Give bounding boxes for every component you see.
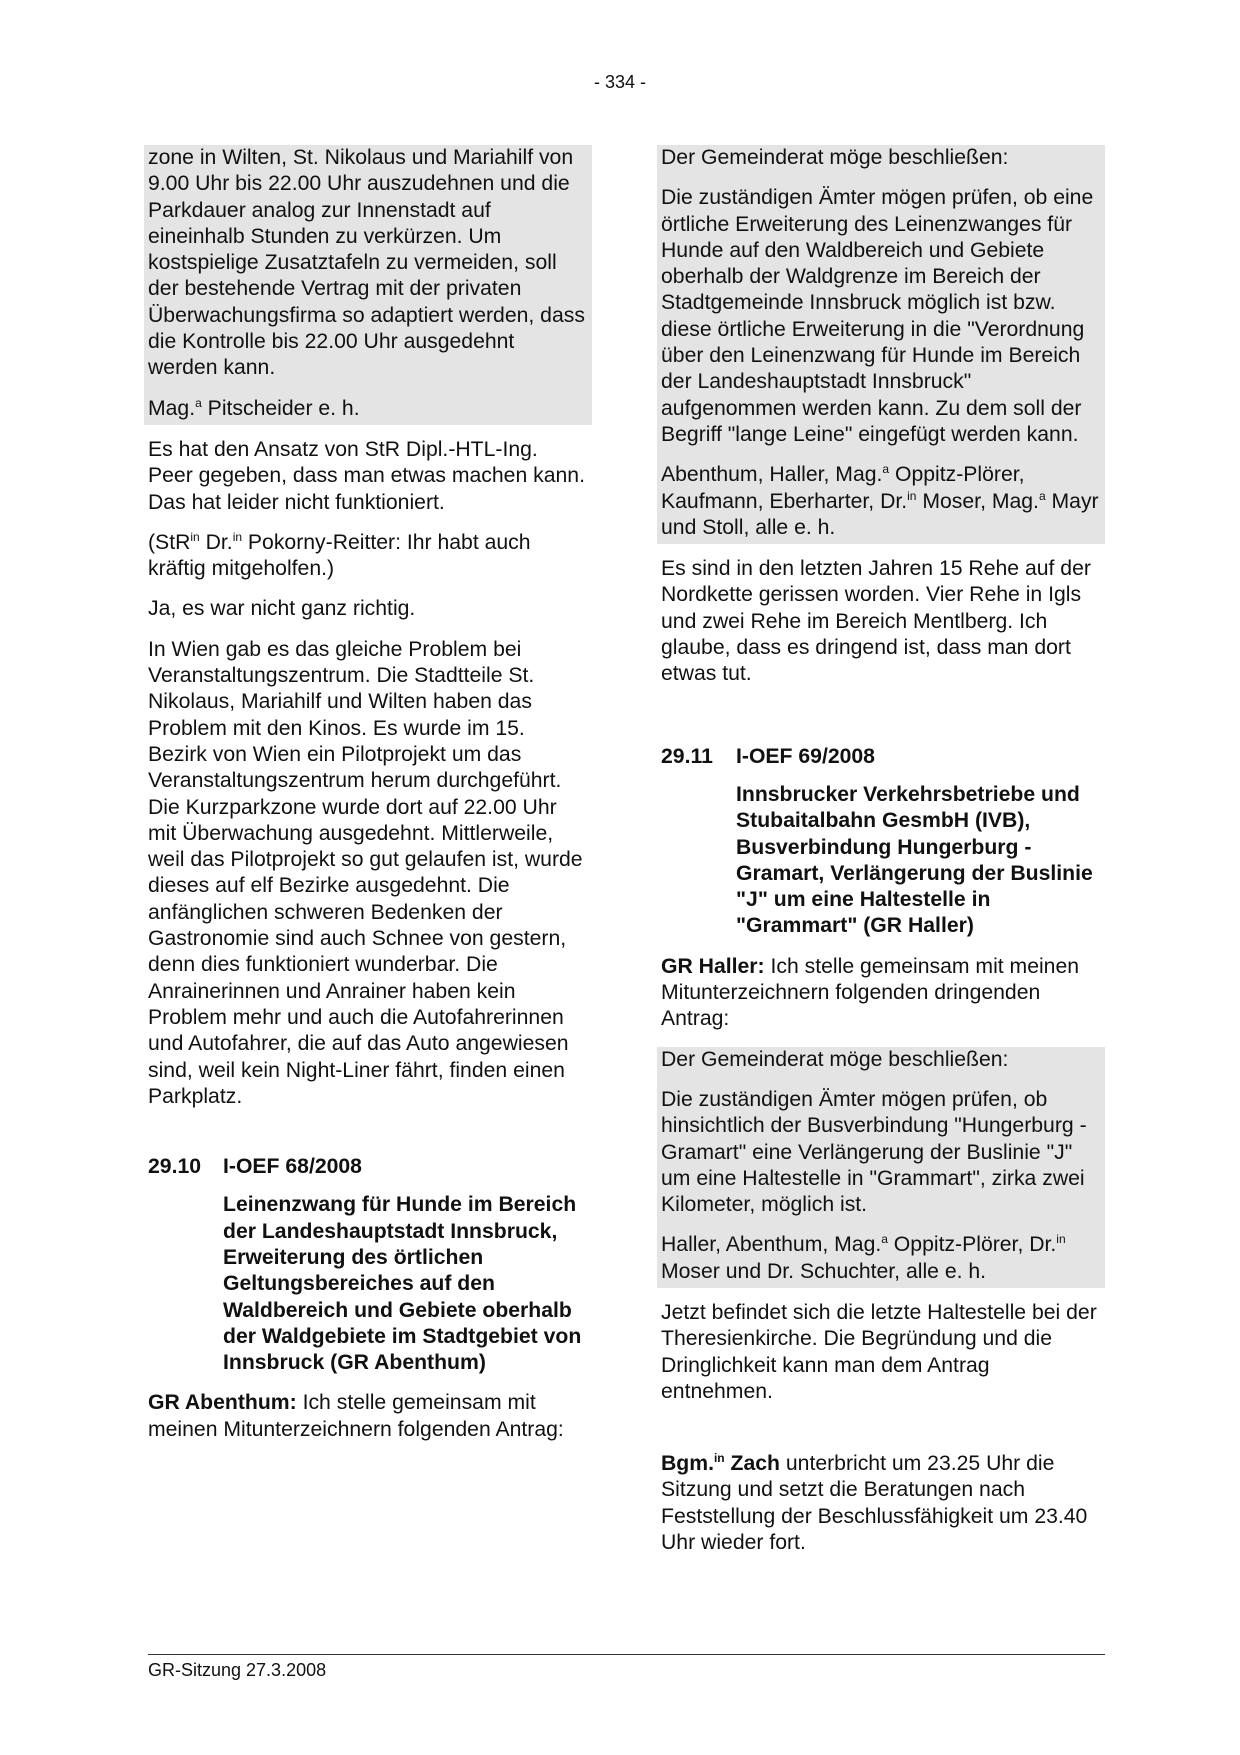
motion-intro: Der Gemeinderat möge beschließen: (661, 1047, 1009, 1071)
page-footer: GR-Sitzung 27.3.2008 (148, 1660, 327, 1680)
motion-box (657, 1047, 1105, 1288)
motion-signature: Haller, Abenthum, Mag.$^a$ Oppitz-Plörer, Dr.$^{in}$ Moser und Dr. Schuchter, alle e. h. (661, 1232, 1066, 1283)
page-number: - 334 - (593, 72, 647, 92)
motion-text: Die zuständigen Ämter mögen prüfen, ob eine örtliche Erweiterung des Leinenzwanges für Hunde auf den Waldbereich und Gebiete oberhalb der Waldgrenze im Bereich der Stadtgemeinde Innsbruck möglich ist bzw. diese örtliche Erweiterung in die "Verordnung über den Leinenzwang für Hunde im Bereich der Landeshauptstadt Innsbruck" aufgenommen werden kann. Zu dem soll der Begriff "lange Leine" eingefügt werden kann. (661, 186, 1094, 446)
section-subject: Leinenzwang für Hunde im Bereich der Landeshauptstadt Innsbruck, Erweiterung des örtlichen Geltungsbereiches auf den Waldbereich und Gebiete oberhalb der Waldgebiete im Stadtgebiet von Innsbruck (GR Abenthum) (223, 1193, 582, 1375)
section-subject: Innsbrucker Verkehrsbetriebe und Stubaitalbahn GesmbH (IVB), Busverbindung Hungerburg - Gramart, Verlängerung der Buslinie "J" um eine Haltestelle in "Grammart" (GR Haller) (736, 782, 1093, 938)
paragraph: Ja, es war nicht ganz richtig. (148, 597, 416, 621)
paragraph: Jetzt befindet sich die letzte Haltestelle bei der Theresienkirche. Die Begründung und die Dringlichkeit kann man dem Antrag entnehmen. (661, 1300, 1097, 1403)
section-heading-29-11: 29.11 I-OEF 69/2008 (661, 744, 875, 768)
paragraph: In Wien gab es das gleiche Problem bei Veranstaltungszentrum. Die Stadtteile St. Nikolaus, Mariahilf und Wilten haben das Problem mit den Kinos. Es wurde im 15. Bezirk von Wien ein Pilotprojekt um das Veranstaltungszentrum herum durchgeführt. Die Kurzparkzone wurde dort auf 22.00 Uhr mit Überwachung ausgedehnt. Mittlerweile, weil das Pilotprojekt so gut gelaufen ist, wurde dieses auf elf Bezirke ausgedehnt. Die anfänglichen schweren Bedenken der Gastronomie sind auch Schnee von gestern, denn dies funktioniert wunderbar. Die Anrainerinnen und Anrainer haben kein Problem mehr und auch die Autofahrerinnen und Autofahrer, die auf das Auto angewiesen sind, weil kein Night-Liner fährt, finden einen Parkplatz. (148, 637, 583, 1108)
speaker-paragraph: GR Abenthum: Ich stelle gemeinsam mit meinen Mitunterzeichnern folgenden Antrag: (148, 1391, 564, 1441)
section-heading-29-10: 29.10 I-OEF 68/2008 (148, 1155, 362, 1179)
left-column (148, 145, 588, 1457)
motion-intro: Der Gemeinderat möge beschließen: (661, 146, 1009, 169)
motion-box (657, 145, 1105, 544)
motion-text: zone in Wilten, St. Nikolaus und Mariahilf von 9.00 Uhr bis 22.00 Uhr auszudehnen und die Parkdauer analog zur Innenstadt auf eineinhalb Stunden zu verkürzen. Um kostspielige Zusatztafeln zu vermeiden, soll der bestehende Vertrag mit der privaten Überwachungsfirma so adaptiert werden, dass die Kontrolle bis 22.00 Uhr ausgedehnt werden kann. (148, 146, 585, 380)
motion-box-continued (144, 145, 592, 425)
footer-divider (148, 1654, 1105, 1655)
motion-signature: Mag.$^a$ Pitscheider e. h. (148, 395, 360, 420)
interjection: (StR$^{in}$ Dr.$^{in}$ Pokorny-Reitter: Ihr habt auch kräftig mitgeholfen.) (148, 529, 531, 581)
paragraph: Es sind in den letzten Jahren 15 Rehe auf der Nordkette gerissen worden. Vier Rehe in Igls und zwei Rehe im Bereich Mentlberg. Ich glaube, dass es dringend ist, dass man dort etwas tut. (661, 557, 1091, 686)
motion-signature: Abenthum, Haller, Mag.$^a$ Oppitz-Plörer, Kaufmann, Eberharter, Dr.$^{in}$ Moser, Mag.$^a$ Mayr und Stoll, alle e. h. (661, 462, 1099, 539)
speaker-paragraph: GR Haller: Ich stelle gemeinsam mit meinen Mitunterzeichnern folgenden dringenden Antrag: (661, 954, 1080, 1031)
paragraph: Es hat den Ansatz von StR Dipl.-HTL-Ing. Peer gegeben, dass man etwas machen kann. Das hat leider nicht funktioniert. (148, 437, 585, 514)
session-break-note: Bgm.$^{in}$ Zach unterbricht um 23.25 Uhr die Sitzung und setzt die Beratungen nach Feststellung der Beschlussfähigkeit um 23.40 Uhr wieder fort. (661, 1451, 1088, 1555)
right-column (661, 145, 1101, 1570)
motion-text: Die zuständigen Ämter mögen prüfen, ob hinsichtlich der Busverbindung "Hungerburg - Gramart" eine Verlängerung der Buslinie "J" um eine Haltestelle in "Grammart", zirka zwei Kilometer, möglich ist. (661, 1087, 1087, 1217)
